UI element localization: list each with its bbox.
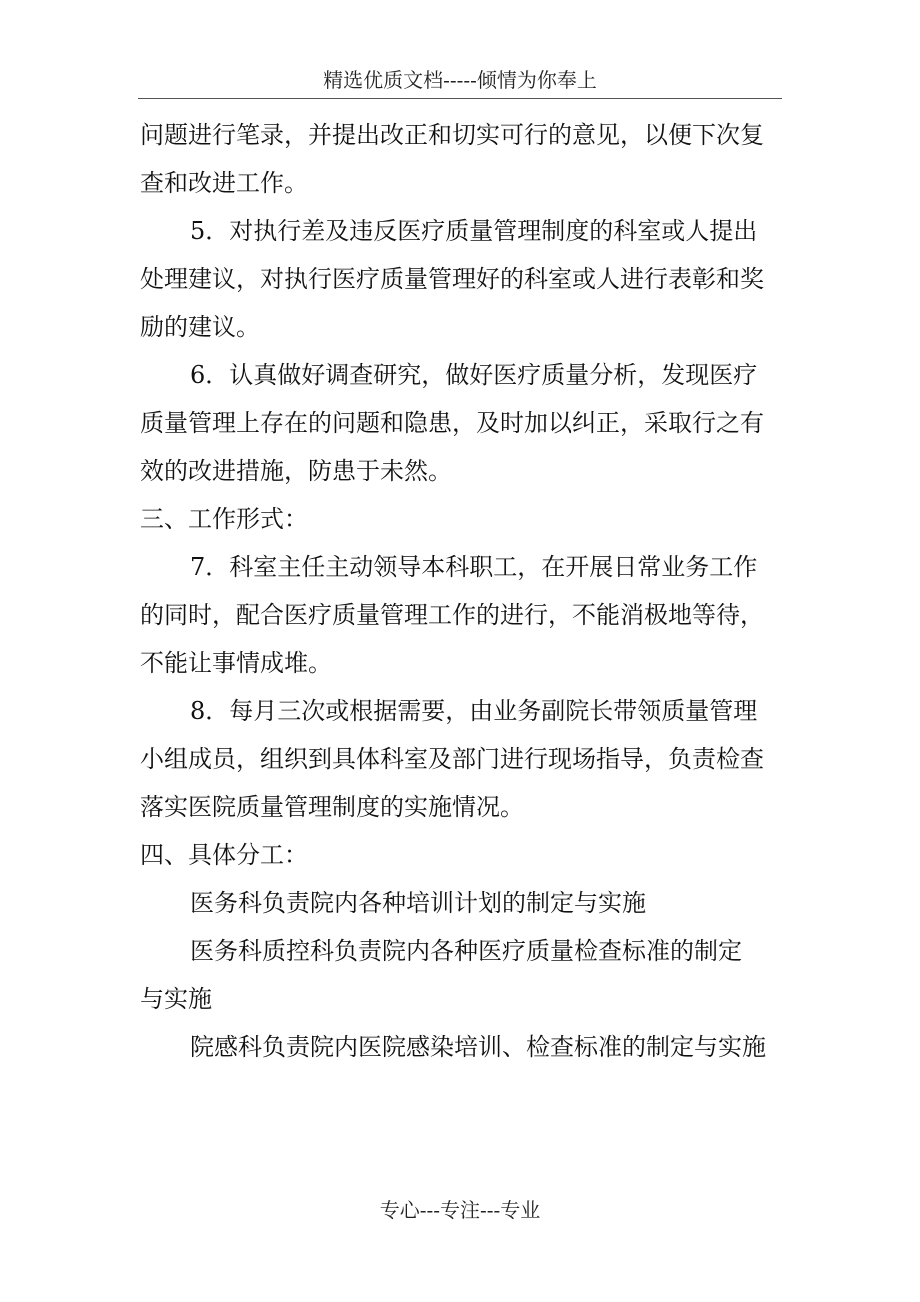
division-item-line: 医务科负责院内各种培训计划的制定与实施 xyxy=(190,889,646,917)
paragraph-line: 小组成员，组织到具体科室及部门进行现场指导，负责检查 xyxy=(140,745,764,773)
paragraph-line: 不能让事情成堆。 xyxy=(140,649,332,677)
item-7-line: 7．科室主任主动领导本科职工，在开展日常业务工作 xyxy=(190,553,758,581)
paragraph-line: 励的建议。 xyxy=(140,313,260,341)
section-heading-division: 四、具体分工： xyxy=(140,841,308,869)
item-5-line: 5．对执行差及违反医疗质量管理制度的科室或人提出 xyxy=(190,217,758,245)
paragraph-line: 处理建议，对执行医疗质量管理好的科室或人进行表彰和奖 xyxy=(140,265,764,293)
paragraph-line: 查和改进工作。 xyxy=(140,169,308,197)
page-header: 精选优质文档-----倾情为你奉上 xyxy=(323,68,597,92)
page-footer: 专心---专注---专业 xyxy=(379,1198,541,1222)
division-item-line: 医务科质控科负责院内各种医疗质量检查标准的制定 xyxy=(190,937,742,965)
item-8-line: 8．每月三次或根据需要，由业务副院长带领质量管理 xyxy=(190,697,758,725)
paragraph-line: 质量管理上存在的问题和隐患，及时加以纠正，采取行之有 xyxy=(140,409,764,437)
paragraph-line: 落实医院质量管理制度的实施情况。 xyxy=(140,793,524,821)
division-item-line: 院感科负责院内医院感染培训、检查标准的制定与实施 xyxy=(190,1033,766,1061)
document-body xyxy=(140,111,786,1071)
item-6-line: 6．认真做好调查研究，做好医疗质量分析，发现医疗 xyxy=(190,361,758,389)
section-heading-work-form: 三、工作形式： xyxy=(140,505,308,533)
header-divider xyxy=(138,98,782,99)
paragraph-line: 的同时，配合医疗质量管理工作的进行，不能消极地等待， xyxy=(140,601,764,629)
paragraph-line: 效的改进措施，防患于未然。 xyxy=(140,457,452,485)
paragraph-line: 问题进行笔录，并提出改正和切实可行的意见，以便下次复 xyxy=(140,121,764,149)
paragraph-line: 与实施 xyxy=(140,985,212,1013)
